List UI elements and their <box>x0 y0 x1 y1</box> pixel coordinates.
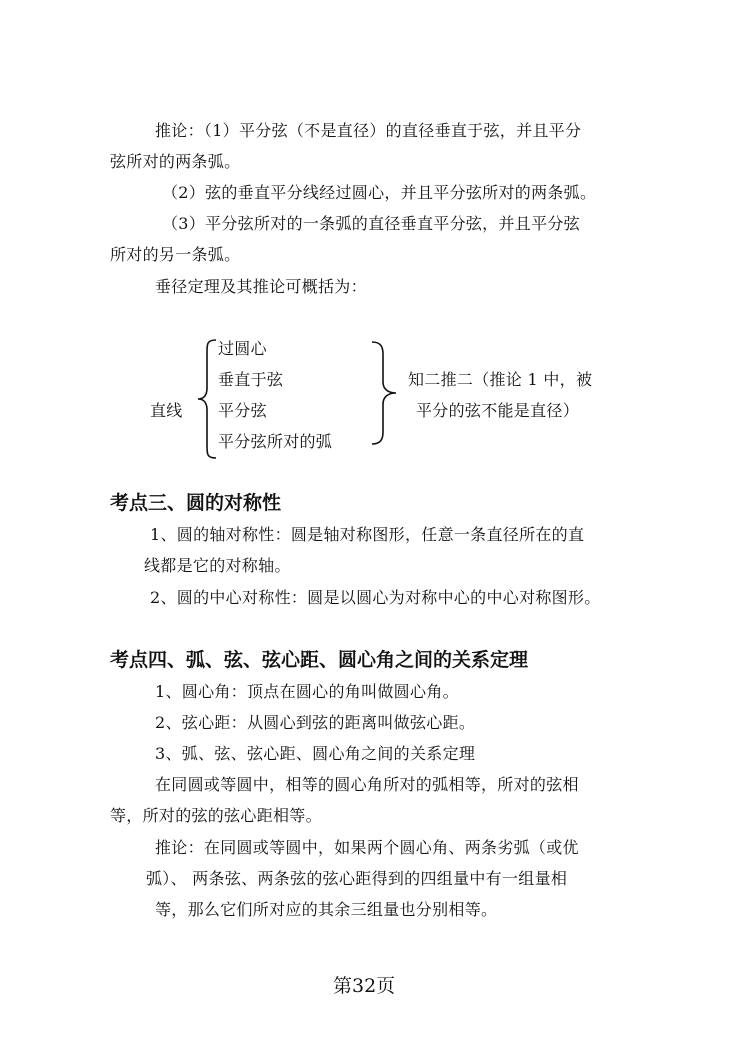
section-4-p5-line-2: 弧）、 两条弦、两条弦的弦心距得到的四组量中有一组量相 <box>146 869 568 888</box>
section-3-p2: 2、圆的中心对称性：圆是以圆心为对称中心的中心对称图形。 <box>150 588 601 607</box>
section-3-title: 考点三、圆的对称性 <box>110 492 282 514</box>
section-4-p5-line-1: 推论：在同圆或等圆中，如果两个圆心角、两条劣弧（或优 <box>155 838 579 857</box>
diagram-result-line-2: 平分的弦不能是直径） <box>416 401 580 420</box>
section-4-p3: 3、弧、弦、弦心距、圆心角之间的关系定理 <box>155 744 476 763</box>
section-3-p1-line-2: 线都是它的对称轴。 <box>144 556 291 575</box>
section-4-p2: 2、弦心距：从圆心到弦的距离叫做弦心距。 <box>155 713 476 732</box>
section-3-p1-line-1: 1、圆的轴对称性：圆是轴对称图形，任意一条直径所在的直 <box>150 525 585 544</box>
diagram-result-line-1: 知二推二（推论 1 中，被 <box>408 370 593 389</box>
diagram-item-4: 平分弦所对的弧 <box>218 432 333 451</box>
section-4-p4-line-1: 在同圆或等圆中，相等的圆心角所对的弧相等，所对的弦相 <box>155 775 579 794</box>
diagram-item-2: 垂直于弦 <box>218 370 284 389</box>
diagram-item-1: 过圆心 <box>218 339 267 358</box>
section-4-p1: 1、圆心角：顶点在圆心的角叫做圆心角。 <box>155 682 459 701</box>
right-brace-icon <box>370 340 398 446</box>
corollary-line-3: （2）弦的垂直平分线经过圆心，并且平分弦所对的两条弧。 <box>162 183 597 202</box>
corollary-line-5: 所对的另一条弧。 <box>110 245 241 264</box>
diagram-item-3: 平分弦 <box>218 401 267 420</box>
section-4-p5-line-3: 等，那么它们所对应的其余三组量也分别相等。 <box>155 900 498 919</box>
page-number: 第32页 <box>333 975 396 997</box>
summary-intro: 垂径定理及其推论可概括为： <box>155 277 367 296</box>
corollary-line-2: 弦所对的两条弧。 <box>110 152 241 171</box>
corollary-line-1: 推论：（1）平分弦（不是直径）的直径垂直于弦，并且平分 <box>155 121 582 140</box>
section-4-p4-line-2: 等，所对的弦的弦心距相等。 <box>110 806 322 825</box>
corollary-line-4: （3）平分弦所对的一条弧的直径垂直平分弦，并且平分弦 <box>162 214 580 233</box>
diagram-left-label: 直线 <box>150 401 183 420</box>
left-brace-icon <box>196 338 218 460</box>
section-4-title: 考点四、弧、弦、弦心距、圆心角之间的关系定理 <box>110 649 529 671</box>
